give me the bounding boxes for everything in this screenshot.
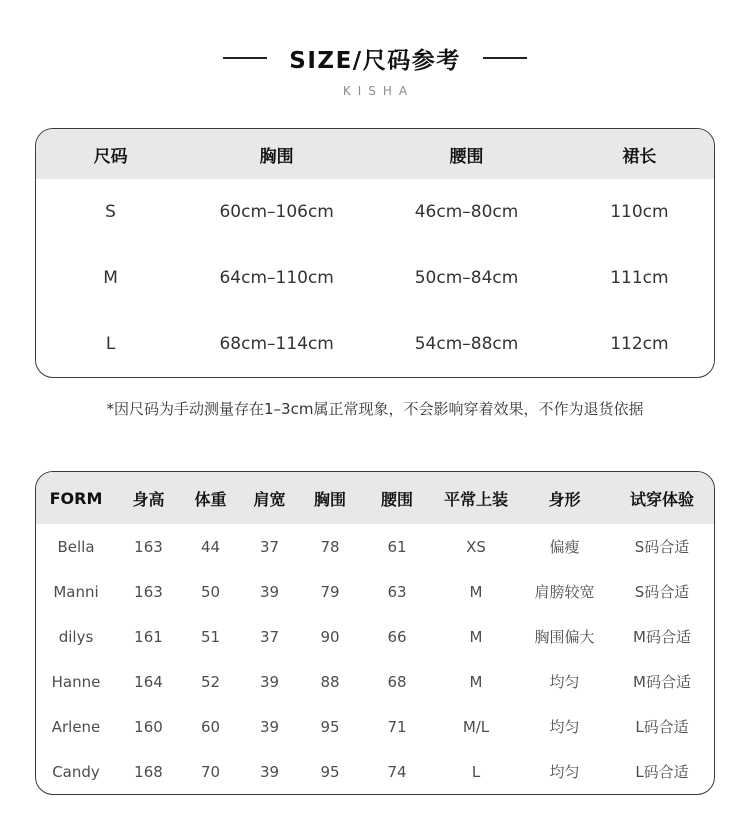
- fit-table-cell: 均匀: [549, 673, 580, 691]
- fit-table-cell: Candy: [52, 762, 100, 781]
- size-note: *因尺码为手动测量存在1–3cm属正常现象，不会影响穿着效果，不作为退货依据: [106, 400, 644, 418]
- fit-table-cell: M: [469, 582, 483, 601]
- fit-table-cell: M码合适: [633, 673, 691, 691]
- fit-table-cell: S码合适: [634, 538, 690, 556]
- fit-table-cell: S码合适: [634, 583, 690, 601]
- fit-table-column-header: FORM: [49, 488, 103, 508]
- fit-table-cell: 68: [387, 672, 407, 691]
- fit-table-cell: L码合适: [635, 763, 689, 781]
- fit-table-cell: 164: [134, 672, 163, 691]
- table-row: [36, 245, 714, 311]
- table-row: [36, 569, 714, 614]
- title-dash-left: [223, 57, 267, 59]
- table-row: [36, 704, 714, 749]
- size-table-cell: 68cm–114cm: [219, 334, 334, 354]
- fit-table-cell: 160: [134, 717, 163, 736]
- fit-table-cell: 95: [320, 762, 340, 781]
- fit-table-cell: 均匀: [549, 718, 580, 736]
- fit-table-cell: 66: [387, 627, 407, 646]
- fit-table-column-header: 身高: [132, 489, 165, 509]
- fit-table-header-row: [36, 472, 714, 524]
- size-table-header-row: [36, 129, 714, 179]
- fit-table-cell: XS: [466, 537, 486, 556]
- size-table-column-header: 胸围: [259, 146, 294, 167]
- fit-table-cell: M: [469, 672, 483, 691]
- fit-table-cell: 71: [387, 717, 407, 736]
- fit-table-cell: 51: [200, 627, 221, 646]
- size-table-cell: 64cm–110cm: [219, 268, 334, 288]
- table-row: [36, 749, 714, 794]
- fit-table-cell: 37: [259, 537, 280, 556]
- fit-table-cell: 39: [259, 717, 280, 736]
- fit-table-column-header: 腰围: [380, 489, 413, 509]
- fit-table-cell: 44: [200, 537, 221, 556]
- fit-table-cell: dilys: [58, 627, 94, 646]
- fit-table-cell: 37: [259, 627, 280, 646]
- size-table-cell: 54cm–88cm: [414, 334, 519, 354]
- fit-table: [35, 471, 715, 795]
- size-table-body: [36, 179, 714, 377]
- fit-table-cell: 39: [259, 672, 280, 691]
- table-row: [36, 659, 714, 704]
- fit-table-cell: 168: [134, 762, 163, 781]
- fit-table-cell: 74: [387, 762, 407, 781]
- size-table-cell: 60cm–106cm: [219, 202, 334, 222]
- size-table-column-header: 裙长: [622, 146, 657, 167]
- fit-table-cell: Hanne: [51, 672, 101, 691]
- size-table: [35, 128, 715, 378]
- size-table-cell: 46cm–80cm: [414, 202, 519, 222]
- table-row: [36, 524, 714, 569]
- fit-table-cell: Arlene: [51, 717, 101, 736]
- fit-table-cell: 79: [320, 582, 340, 601]
- fit-table-column-header: 平常上装: [443, 489, 508, 509]
- size-table-cell: M: [103, 268, 118, 288]
- fit-table-cell: M码合适: [633, 628, 691, 646]
- size-table-cell: 110cm: [610, 202, 669, 222]
- fit-table-column-header: 体重: [194, 489, 227, 509]
- size-table-cell: 50cm–84cm: [414, 268, 519, 288]
- fit-table-cell: 63: [387, 582, 407, 601]
- fit-table-cell: 39: [259, 582, 280, 601]
- fit-table-cell: 52: [200, 672, 221, 691]
- size-table-cell: L: [105, 334, 116, 354]
- table-row: [36, 614, 714, 659]
- fit-table-cell: 163: [134, 537, 163, 556]
- fit-table-cell: 胸围偏大: [534, 628, 595, 646]
- table-row: [36, 179, 714, 245]
- fit-table-cell: 肩膀较宽: [534, 583, 595, 601]
- fit-table-cell: Bella: [57, 537, 95, 556]
- page-title: SIZE/尺码参考: [289, 47, 461, 74]
- fit-table-cell: 78: [320, 537, 340, 556]
- page-header: [0, 0, 750, 98]
- fit-table-cell: M: [469, 627, 483, 646]
- fit-table-cell: 95: [320, 717, 340, 736]
- fit-table-column-header: 肩宽: [253, 489, 286, 509]
- fit-table-cell: 60: [200, 717, 221, 736]
- fit-table-cell: L: [471, 762, 481, 781]
- fit-table-cell: M/L: [462, 717, 490, 736]
- size-table-cell: 111cm: [610, 268, 669, 288]
- title-row: [0, 44, 750, 72]
- size-table-cell: 112cm: [610, 334, 669, 354]
- title-dash-right: [483, 57, 527, 59]
- fit-table-cell: 39: [259, 762, 280, 781]
- fit-table-column-header: 试穿体验: [629, 489, 694, 509]
- fit-table-cell: 偏瘦: [549, 538, 580, 556]
- fit-table-cell: 70: [200, 762, 221, 781]
- fit-table-cell: 61: [387, 537, 407, 556]
- fit-table-cell: 50: [200, 582, 221, 601]
- size-table-cell: S: [105, 202, 116, 222]
- fit-table-cell: 163: [134, 582, 163, 601]
- fit-table-column-header: 胸围: [313, 489, 346, 509]
- brand-name: KISHA: [342, 84, 415, 98]
- size-table-column-header: 腰围: [449, 146, 484, 167]
- fit-table-cell: Manni: [53, 582, 99, 601]
- fit-table-cell: 161: [134, 627, 163, 646]
- fit-table-column-header: 身形: [548, 489, 581, 509]
- fit-table-cell: 88: [320, 672, 340, 691]
- table-row: [36, 311, 714, 377]
- fit-table-cell: 均匀: [549, 763, 580, 781]
- fit-table-cell: 90: [320, 627, 340, 646]
- fit-table-cell: L码合适: [635, 718, 689, 736]
- fit-table-body: [36, 524, 714, 794]
- size-table-column-header: 尺码: [93, 146, 128, 167]
